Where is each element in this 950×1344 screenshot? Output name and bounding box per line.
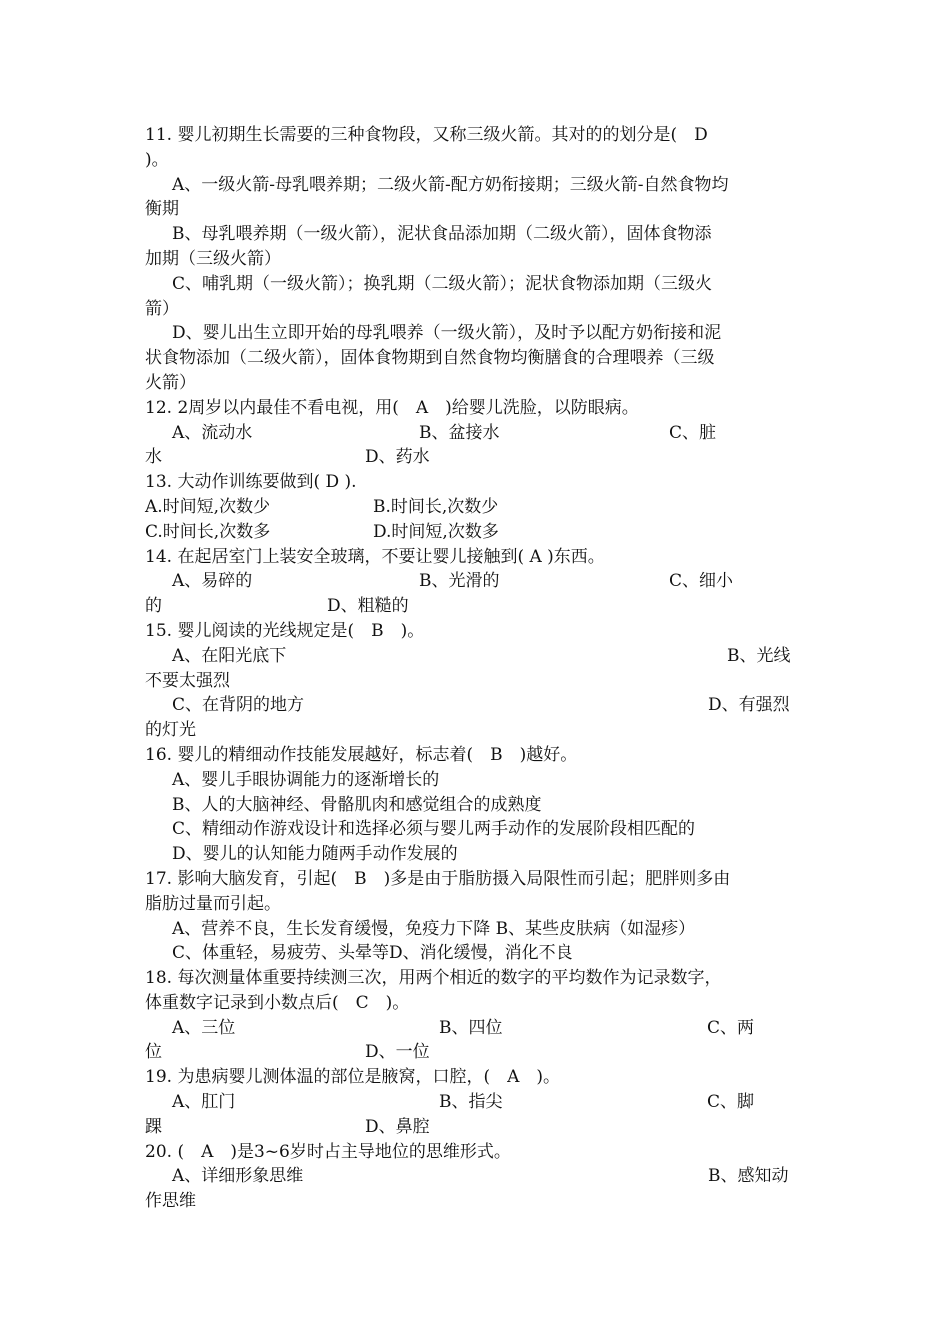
- option-c: C、哺乳期（一级火箭）；换乳期（二级火箭）；泥状食物添加期（三级火: [172, 273, 713, 294]
- option-c: C、脚: [707, 1092, 755, 1113]
- options-row: [145, 1090, 810, 1115]
- option-c-cont: 水: [145, 447, 162, 468]
- option-c: C、精细动作游戏设计和选择必须与婴儿两手动作的发展阶段相匹配的: [172, 819, 696, 840]
- option-b: B、光滑的: [419, 571, 500, 592]
- option-c-d: C、体重轻，易疲劳、头晕等D、消化缓慢，消化不良: [172, 943, 573, 964]
- option-c-cont: 位: [145, 1042, 162, 1063]
- option-b-cont: 加期（三级火箭）: [145, 248, 281, 269]
- option-d: D、婴儿的认知能力随两手动作发展的: [172, 844, 458, 865]
- option-d-cont: 状食物添加（二级火箭），固体食物期到自然食物均衡膳食的合理喂养（三级: [145, 348, 715, 369]
- question-20: [145, 1140, 810, 1214]
- option-b-cont: 作思维: [145, 1191, 196, 1212]
- question-13: [145, 470, 810, 544]
- option-c: C、在背阴的地方: [172, 695, 305, 716]
- option-a: A、详细形象思维: [172, 1166, 304, 1187]
- option-b: B、四位: [439, 1017, 503, 1038]
- option-a: A、婴儿手眼协调能力的逐渐增长的: [172, 769, 440, 790]
- question-19: [145, 1065, 810, 1139]
- question-12: [145, 396, 810, 470]
- question-stem: 18. 每次测量体重要持续测三次，用两个相近的数字的平均数作为记录数字，: [145, 968, 722, 989]
- question-16: [145, 743, 810, 867]
- option-b: B.时间长,次数少: [373, 496, 499, 517]
- question-stem: 17. 影响大脑发育，引起( B )多是由于脂肪摄入局限性而引起；肥胖则多由: [145, 868, 731, 889]
- option-a: A、肛门: [172, 1092, 236, 1113]
- option-a: A、易碎的: [172, 571, 253, 592]
- option-b: B、指尖: [439, 1092, 503, 1113]
- option-a: A、一级火箭-母乳喂养期；二级火箭-配方奶衔接期；三级火箭-自然食物均: [172, 174, 729, 195]
- option-b: B、感知动: [708, 1166, 789, 1187]
- question-18: [145, 966, 810, 1065]
- question-stem: )。: [145, 149, 169, 170]
- option-c-cont: 踝: [145, 1116, 162, 1137]
- question-stem: 20. ( A )是3~6岁时占主导地位的思维形式。: [145, 1141, 511, 1162]
- options-row: [145, 520, 810, 545]
- question-17: [145, 867, 810, 966]
- options-row: [145, 1115, 810, 1140]
- option-d-cont: 火箭）: [145, 372, 196, 393]
- question-stem: 体重数字记录到小数点后( C )。: [145, 992, 410, 1013]
- option-b-cont: 不要太强烈: [145, 670, 230, 691]
- question-stem: 11. 婴儿初期生长需要的三种食物段，又称三级火箭。其对的的划分是( D: [145, 125, 708, 145]
- option-a-cont: 衡期: [145, 199, 179, 220]
- options-row: [145, 1040, 810, 1065]
- option-d-cont: 的灯光: [145, 720, 196, 741]
- option-a: A、在阳光底下: [172, 645, 287, 666]
- question-stem: 脂肪过量而引起。: [145, 893, 281, 914]
- question-15: [145, 619, 810, 743]
- options-row: [145, 1164, 810, 1189]
- option-c: C、细小: [669, 571, 734, 592]
- option-d: D、药水: [365, 447, 430, 468]
- options-row: [145, 693, 810, 718]
- options-row: [145, 495, 810, 520]
- option-b: B、人的大脑神经、骨骼肌肉和感觉组合的成熟度: [172, 794, 542, 815]
- option-c: C、脏: [669, 422, 717, 443]
- option-d: D、粗糙的: [327, 596, 409, 617]
- question-stem: 19. 为患病婴儿测体温的部位是腋窝，口腔，( A )。: [145, 1067, 560, 1088]
- option-b: B、母乳喂养期（一级火箭），泥状食品添加期（二级火箭），固体食物添: [172, 224, 712, 245]
- option-c: C.时间长,次数多: [145, 521, 271, 542]
- option-a: A、流动水: [172, 422, 253, 443]
- option-d: D、有强烈: [708, 695, 790, 716]
- options-row: [145, 445, 810, 470]
- question-list: [145, 123, 810, 1214]
- question-stem: 16. 婴儿的精细动作技能发展越好，标志着( B )越好。: [145, 744, 578, 765]
- option-c: C、两: [707, 1017, 755, 1038]
- question-stem: 15. 婴儿阅读的光线规定是( B )。: [145, 620, 425, 641]
- question-11: [145, 123, 810, 396]
- option-a: A.时间短,次数少: [145, 496, 271, 517]
- question-stem: 12. 2周岁以内最佳不看电视，用( A )给婴儿洗脸，以防眼病。: [145, 397, 639, 418]
- option-b: B、光线: [727, 645, 791, 666]
- option-c-cont: 的: [145, 596, 162, 617]
- options-row: [145, 594, 810, 619]
- option-d: D、鼻腔: [365, 1116, 430, 1137]
- option-d: D、一位: [365, 1042, 430, 1063]
- option-b: B、盆接水: [419, 422, 500, 443]
- question-stem: 14. 在起居室门上装安全玻璃，不要让婴儿接触到( A )东西。: [145, 546, 605, 567]
- option-c-cont: 箭）: [145, 298, 179, 319]
- question-stem: 13. 大动作训练要做到( D ).: [145, 472, 357, 493]
- options-row: [145, 569, 810, 594]
- options-row: [145, 421, 810, 446]
- question-14: [145, 545, 810, 619]
- options-row: [145, 644, 810, 669]
- option-a-b: A、营养不良，生长发育缓慢，免疫力下降 B、某些皮肤病（如湿疹）: [172, 918, 696, 939]
- option-d: D.时间短,次数多: [373, 521, 499, 542]
- option-a: A、三位: [172, 1017, 236, 1038]
- option-d: D、婴儿出生立即开始的母乳喂养（一级火箭），及时予以配方奶衔接和泥: [172, 323, 722, 344]
- options-row: [145, 1016, 810, 1041]
